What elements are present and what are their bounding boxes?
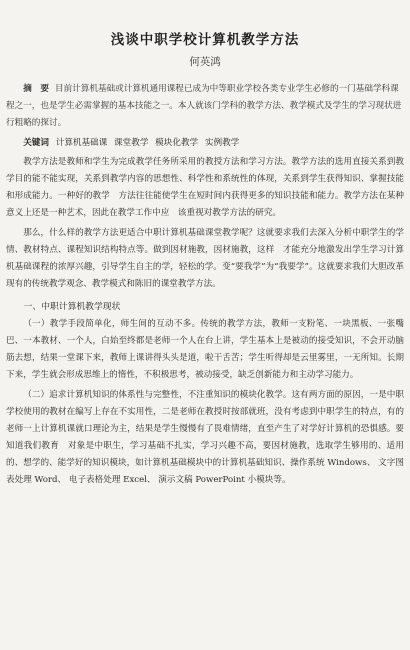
subsection-paragraph bbox=[6, 387, 404, 489]
subsection-label: （一） bbox=[23, 319, 50, 329]
subsection-paragraph bbox=[6, 316, 404, 384]
keywords bbox=[6, 135, 404, 152]
keyword: 模块化教学 bbox=[155, 138, 199, 148]
subsection-text: 教学手段简单化，师生间的互动不多。传统的教学方法，教师一支粉笔、一块黑板、一张嘴巴、一本教材、一个人，白始至终都是老师一个人在台上讲，学生基本上是被动的接受知识，不会开动脑筋去想，结果一堂课下来，教师上课讲得头头是道，啦干舌苦；学生听得却是云里雾里，一无所知。长期下来，学生就会形成思维上的惰性，不积极思考，被动接受，缺乏创新能力和主动学习能力。 bbox=[6, 319, 404, 380]
body-paragraph: 教学方法是教师和学生为完成教学任务所采用的教授方法和学习方法。教学方法的选用直接关系到教学目的能不能实现，关系到教学内容的思想性、科学性和系统性的体现，关系到学生获得知识、掌握技能和形成能力。一种好的教学 方法往往能使学生在短时间内获得更多的知识技能和能力。教学方法在某种意义上还是一种艺术，因此在教学工作中应 该重视对教学方法的研究。 bbox=[6, 157, 404, 218]
keyword: 课堂教学 bbox=[114, 138, 149, 148]
abstract-label: 摘 要 bbox=[23, 84, 49, 94]
keyword: 实例教学 bbox=[204, 138, 240, 148]
abstract-text: 目前计算机基础或计算机通用课程已成为中等职业学校各类专业学生必修的一门基础学科课程之一，也是学生必需掌握的基本技能之一。本人就该门学科的教学方法、教学模式及学生的学习现状进行粗略的探讨。 bbox=[6, 84, 402, 128]
paper-title: 浅谈中职学校计算机教学方法 bbox=[110, 32, 300, 48]
body-paragraph: 那么，什么样的教学方法更适合中职计算机基础课堂教学呢？这就要求我们去深入分析中职学生的学情、教材特点、课程知识结构特点等。做到因材施教，因材施教，这样 才能充分地激发出学生学习计算机基础课程的浓厚兴趣，引导学生自主的学，轻松的学。变“要我学”为“我要学”。这就要求我们大胆改革现有的传统教学观念、教学模式和陈旧的课堂教学方法。 bbox=[6, 228, 404, 289]
keywords-label: 关键词 bbox=[23, 138, 49, 148]
subsection-text: 追求计算机知识的体系性与完整性，不注重知识的模块化教学。这有两方面的原因，一是中职学校使用的教材在编写上存在不实用性，二是老师在教授时按部就班，没有考虑到中职学生的特点，有的老师一上计算机课就口理论为主，结果是学生慢慢有了畏难情绪，直至产生了对学好计算机的恐惧感。要知道我们教育 对象是中职生，学习基础不扎实，学习兴趣不高，要因材施教，选取学生够用的、适用的、想学的、能学好的知识模块，如计算机基础模块中的计算机基础知识、操作系统 Windows、 文字图表处理 Word、 电子表格处理 Excel、 演示文稿 PowerPoint 小模块等。 bbox=[6, 390, 404, 485]
subsection-label: （二） bbox=[23, 390, 50, 400]
keyword: 计算机基础课 bbox=[55, 138, 108, 148]
author-name: 何英鸿 bbox=[189, 56, 221, 68]
section-heading: 一、中职计算机教学现状 bbox=[23, 302, 121, 312]
abstract bbox=[6, 81, 404, 132]
